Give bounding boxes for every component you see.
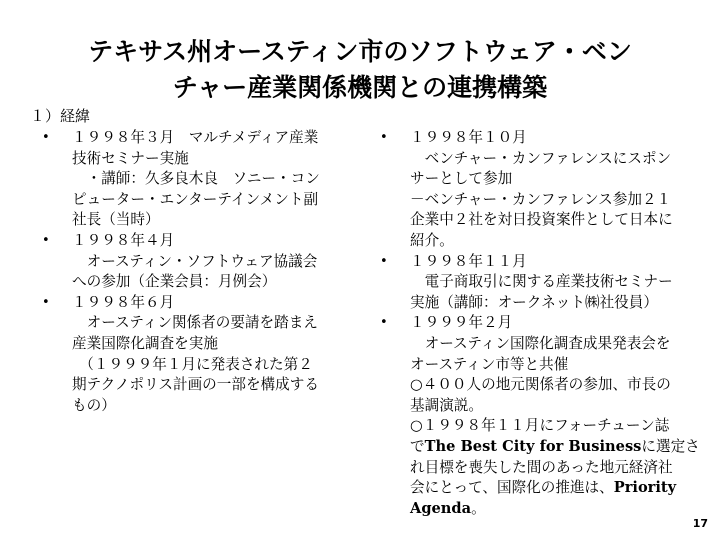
item-text bbox=[410, 499, 692, 520]
bullet-icon: • bbox=[42, 232, 50, 248]
item-text: 社長（当時） bbox=[72, 211, 160, 229]
item-text: 期テクノポリス計画の一部を構成する bbox=[72, 376, 319, 394]
list-item bbox=[42, 231, 360, 293]
list-item bbox=[42, 128, 360, 231]
award-name: The Best City for Business bbox=[424, 437, 642, 455]
item-text: への参加（企業会員：月例会） bbox=[72, 273, 277, 291]
page-number: 17 bbox=[692, 517, 708, 530]
list-item bbox=[380, 313, 700, 519]
list-item bbox=[380, 128, 692, 252]
bullet-icon: • bbox=[380, 253, 388, 269]
text-fragment: 会にとって、国際化の推進は、 bbox=[410, 479, 614, 497]
item-date: １９９８年１０月 bbox=[410, 129, 527, 146]
item-text: もの） bbox=[72, 396, 116, 414]
bullet-icon: • bbox=[42, 294, 50, 310]
item-text: オースティン国際化調査成果発表会を bbox=[410, 334, 671, 352]
item-text: ピューター・エンターテインメント副 bbox=[72, 190, 319, 208]
item-date: １９９８年３月 マルチメディア産業 bbox=[72, 129, 319, 146]
item-text: 産業国際化調査を実施 bbox=[72, 334, 218, 352]
item-text: サーとして参加 bbox=[410, 170, 513, 188]
item-text: オースティン市等と共催 bbox=[410, 355, 569, 373]
item-text bbox=[410, 437, 700, 458]
priority-term: Priority bbox=[613, 479, 677, 497]
bullet-icon: • bbox=[380, 315, 388, 331]
text-fragment: で bbox=[410, 437, 425, 455]
left-column bbox=[42, 128, 360, 416]
item-text: オースティン関係者の要請を踏まえ bbox=[72, 314, 318, 332]
item-text: 紹介。 bbox=[410, 231, 454, 249]
agenda-term: Agenda bbox=[410, 499, 472, 517]
text-fragment: に選定さ bbox=[641, 437, 700, 455]
list-item bbox=[380, 252, 692, 314]
item-text: れ目標を喪失した間のあった地元経済社 bbox=[410, 458, 673, 476]
title-line-1: テキサス州オースティン市のソフトウェア・ベン bbox=[88, 37, 632, 66]
title-line-2: チャー産業関係機関との連携構築 bbox=[172, 73, 548, 102]
section-heading: １）経緯 bbox=[30, 107, 91, 125]
item-date: １９９８年６月 bbox=[72, 293, 175, 311]
item-date: １９９８年４月 bbox=[72, 231, 175, 249]
item-text: オースティン・ソフトウェア協議会 bbox=[72, 252, 318, 270]
item-date: １９９９年２月 bbox=[410, 314, 513, 332]
item-text bbox=[410, 478, 692, 499]
item-text: 実施（講師：オークネット㈱社役員） bbox=[410, 293, 658, 311]
list-item bbox=[42, 293, 360, 417]
item-text: ○４００人の地元関係者の参加、市長の bbox=[410, 376, 671, 394]
item-text: （１９９９年１月に発表された第２ bbox=[72, 355, 313, 373]
item-text: 基調演説。 bbox=[410, 396, 483, 414]
right-column bbox=[380, 128, 700, 519]
item-text: ・講師：久多良木良 ソニー・コン bbox=[72, 170, 320, 188]
item-date: １９９８年１１月 bbox=[410, 252, 527, 270]
item-text: 技術セミナー実施 bbox=[72, 149, 189, 167]
slide-title bbox=[0, 34, 720, 106]
item-text: ○１９９８年１１月にフォーチューン誌 bbox=[410, 417, 670, 435]
item-text: 企業中２社を対日投資案件として日本に bbox=[410, 211, 673, 229]
text-fragment: 。 bbox=[471, 499, 486, 517]
bullet-icon: • bbox=[380, 130, 388, 145]
item-text: 電子商取引に関する産業技術セミナー bbox=[410, 273, 673, 291]
bullet-icon: • bbox=[42, 130, 50, 145]
item-text: ベンチャー・カンファレンスにスポン bbox=[410, 149, 672, 167]
item-text: －ベンチャー・カンファレンス参加２１ bbox=[410, 190, 672, 208]
